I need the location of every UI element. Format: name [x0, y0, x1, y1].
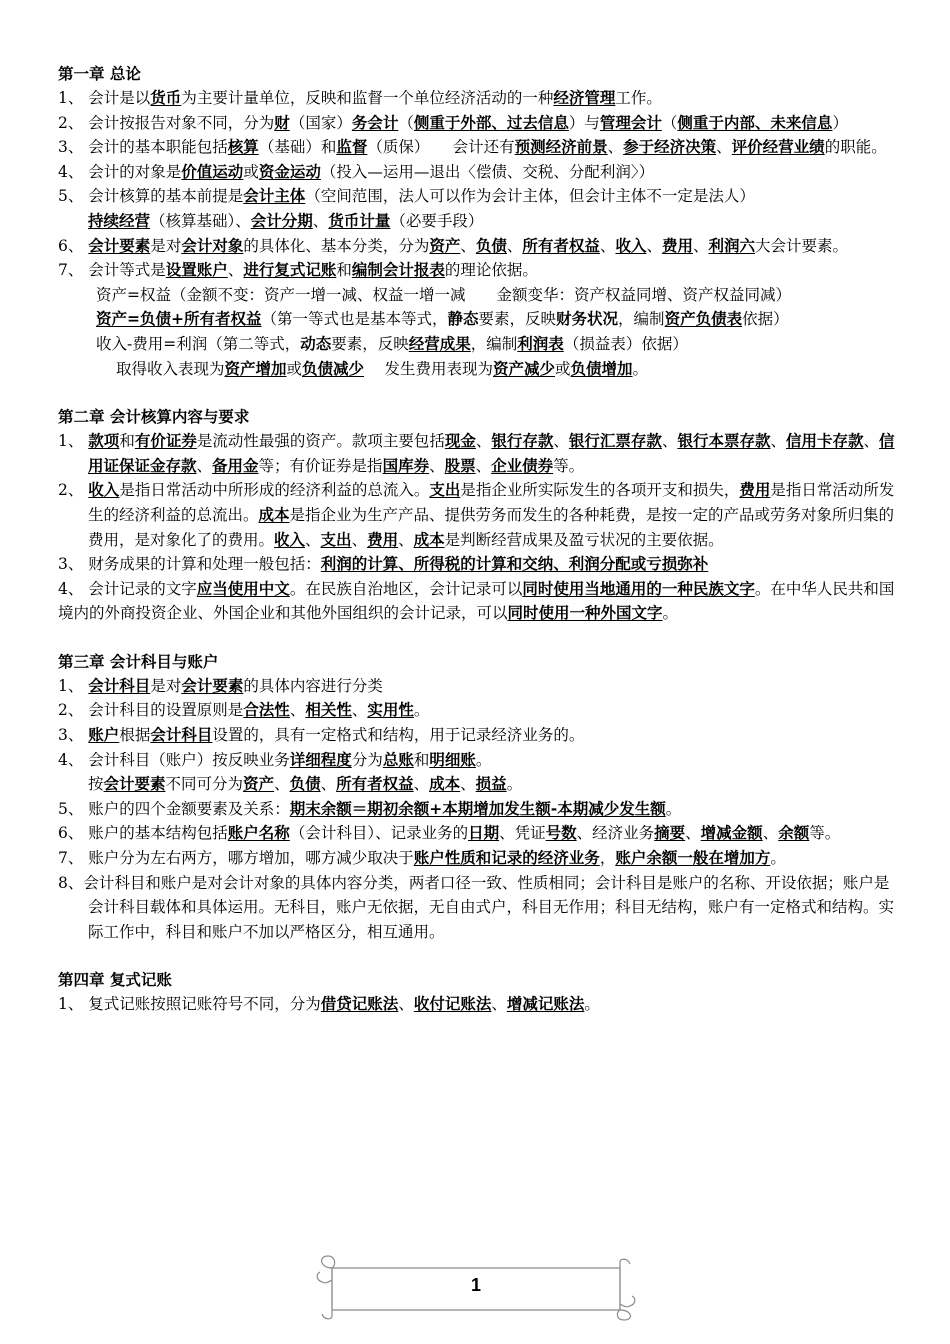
ch2-item-4: 4、 会计记录的文字应当使用中文。在民族自治地区，会计记录可以同时使用当地通用的一种民族文字。在中华人民共和国境内的外商投资企业、外国企业和其他外国组织的会计记录，可以同时使用一种外国文字。: [58, 578, 895, 623]
ch1-item-2: 2、 会计按报告对象不同，分为财（国家）务会计（侧重于外部、过去信息）与管理会计（侧重于内部、未来信息）: [58, 112, 848, 132]
ch3-item-6: 6、 账户的基本结构包括账户名称（会计科目）、记录业务的日期、凭证号数、经济业务摘要、增减金额、余额等。: [58, 823, 841, 843]
ch3-item-7: 7、 账户分为左右两方，哪方增加，哪方减少取决于账户性质和记录的经济业务，账户余额一般在增加方。: [58, 848, 786, 868]
ch2-item-1: 1、 款项和有价证券是流动性最强的资产。款项主要包括现金、银行存款、银行汇票存款、银行本票存款、信用卡存款、信用证保证金存款、备用金等；有价证券是指国库券、股票、企业债券等。: [58, 431, 895, 475]
ch3-item-4-cont: 按会计要素不同可分为资产、负债、所有者权益、成本、损益。: [88, 774, 523, 794]
ch2-item-2: 2、 收入是指日常活动中所形成的经济利益的总流入。支出是指企业所实际发生的各项开支和损失，费用是指日常活动所发生的经济利益的总流出。成本是指企业为生产产品、提供劳务而发生的各种耗费，是按一定的产品或劳务对象所归集的费用，是对象化了的费用。收入、支出、费用、成本是判断经营成果及盈亏状况的主要依据。: [58, 480, 895, 549]
ch3-item-2: 2、 会计科目的设置原则是合法性、相关性、实用性。: [58, 700, 430, 720]
ch1-item-6: 6、 会计要素是对会计对象的具体化、基本分类，分为资产、负债、所有者权益、收入、费用、利润六大会计要素。: [58, 235, 849, 255]
page-number-banner: [314, 1254, 638, 1322]
ch1-second-equation: 收入-费用=利润（第二等式，动态要素，反映经营成果，编制利润表（损益表）依据）: [96, 333, 688, 353]
ch1-item-1: 1、 会计是以货币为主要计量单位，反映和监督一个单位经济活动的一种经济管理工作。: [58, 88, 662, 107]
ch1-item-7: 7、 会计等式是设置账户、进行复式记账和编制会计报表的理论依据。: [58, 260, 538, 280]
ch3-item-5: 5、 账户的四个金额要素及关系：期末余额＝期初余额+本期增加发生额-本期减少发生额。: [58, 799, 682, 818]
ch1-first-equation: 资产=负债+所有者权益（第一等式也是基本等式，静态要素，反映财务状况，编制资产负债表依据）: [96, 309, 789, 329]
chapter-2-title: 第二章 会计核算内容与要求: [58, 407, 250, 427]
chapter-3-title: 第三章 会计科目与账户: [58, 651, 219, 671]
ch1-income-expense-note: 取得收入表现为资产增加或负债减少 发生费用表现为资产减少或负债增加。: [116, 358, 649, 378]
ch3-item-8: 8、会计科目和账户是对会计对象的具体内容分类，两者口径一致、性质相同；会计科目是账户的名称、开设依据；账户是会计科目载体和具体运用。无科目，账户无依据，无自由式户，科目无作用；科目无结构，账户有一定格式和结构。实际工作中，科目和账户不加以严格区分，相互通用。: [58, 873, 895, 941]
document-page: [58, 62, 898, 1017]
page-number: 1: [470, 1275, 481, 1295]
chapter-1-title: 第一章 总论: [58, 64, 141, 83]
ch4-item-1: 1、 复式记账按照记账符号不同，分为借贷记账法、收付记账法、增减记账法。: [58, 994, 600, 1014]
ch3-item-1: 1、 会计科目是对会计要素的具体内容进行分类: [58, 675, 383, 695]
ch1-item-5: 5、 会计核算的基本前提是会计主体（空间范围，法人可以作为会计主体，但会计主体不一定是法人）: [58, 186, 755, 206]
ch3-item-4: 4、 会计科目（账户）按反映业务详细程度分为总账和明细账。: [58, 749, 492, 769]
ch1-item-5-cont: 持续经营（核算基础）、会计分期、货币计量（必要手段）: [88, 210, 484, 230]
ch1-item-4: 4、 会计的对象是价值运动或资金运动（投入—运用—退出〈偿债、交税、分配利润〉）: [58, 161, 655, 181]
chapter-4-title: 第四章 复式记账: [58, 970, 172, 990]
ch1-item-3: 3、 会计的基本职能包括核算（基础）和监督（质保） 会计还有预测经济前景、参于经济决策、评价经营业绩的职能。: [58, 137, 887, 157]
ch2-item-3: 3、 财务成果的计算和处理一般包括：利润的计算、所得税的计算和交纳、利润分配或亏损弥补: [58, 555, 709, 574]
ch3-item-3: 3、 账户根据会计科目设置的，具有一定格式和结构，用于记录经济业务的。: [58, 725, 585, 745]
ch1-equation-note: 资产=权益（金额不变：资产一增一减、权益一增一减 金额变华：资产权益同增、资产权益同减）: [96, 285, 791, 304]
